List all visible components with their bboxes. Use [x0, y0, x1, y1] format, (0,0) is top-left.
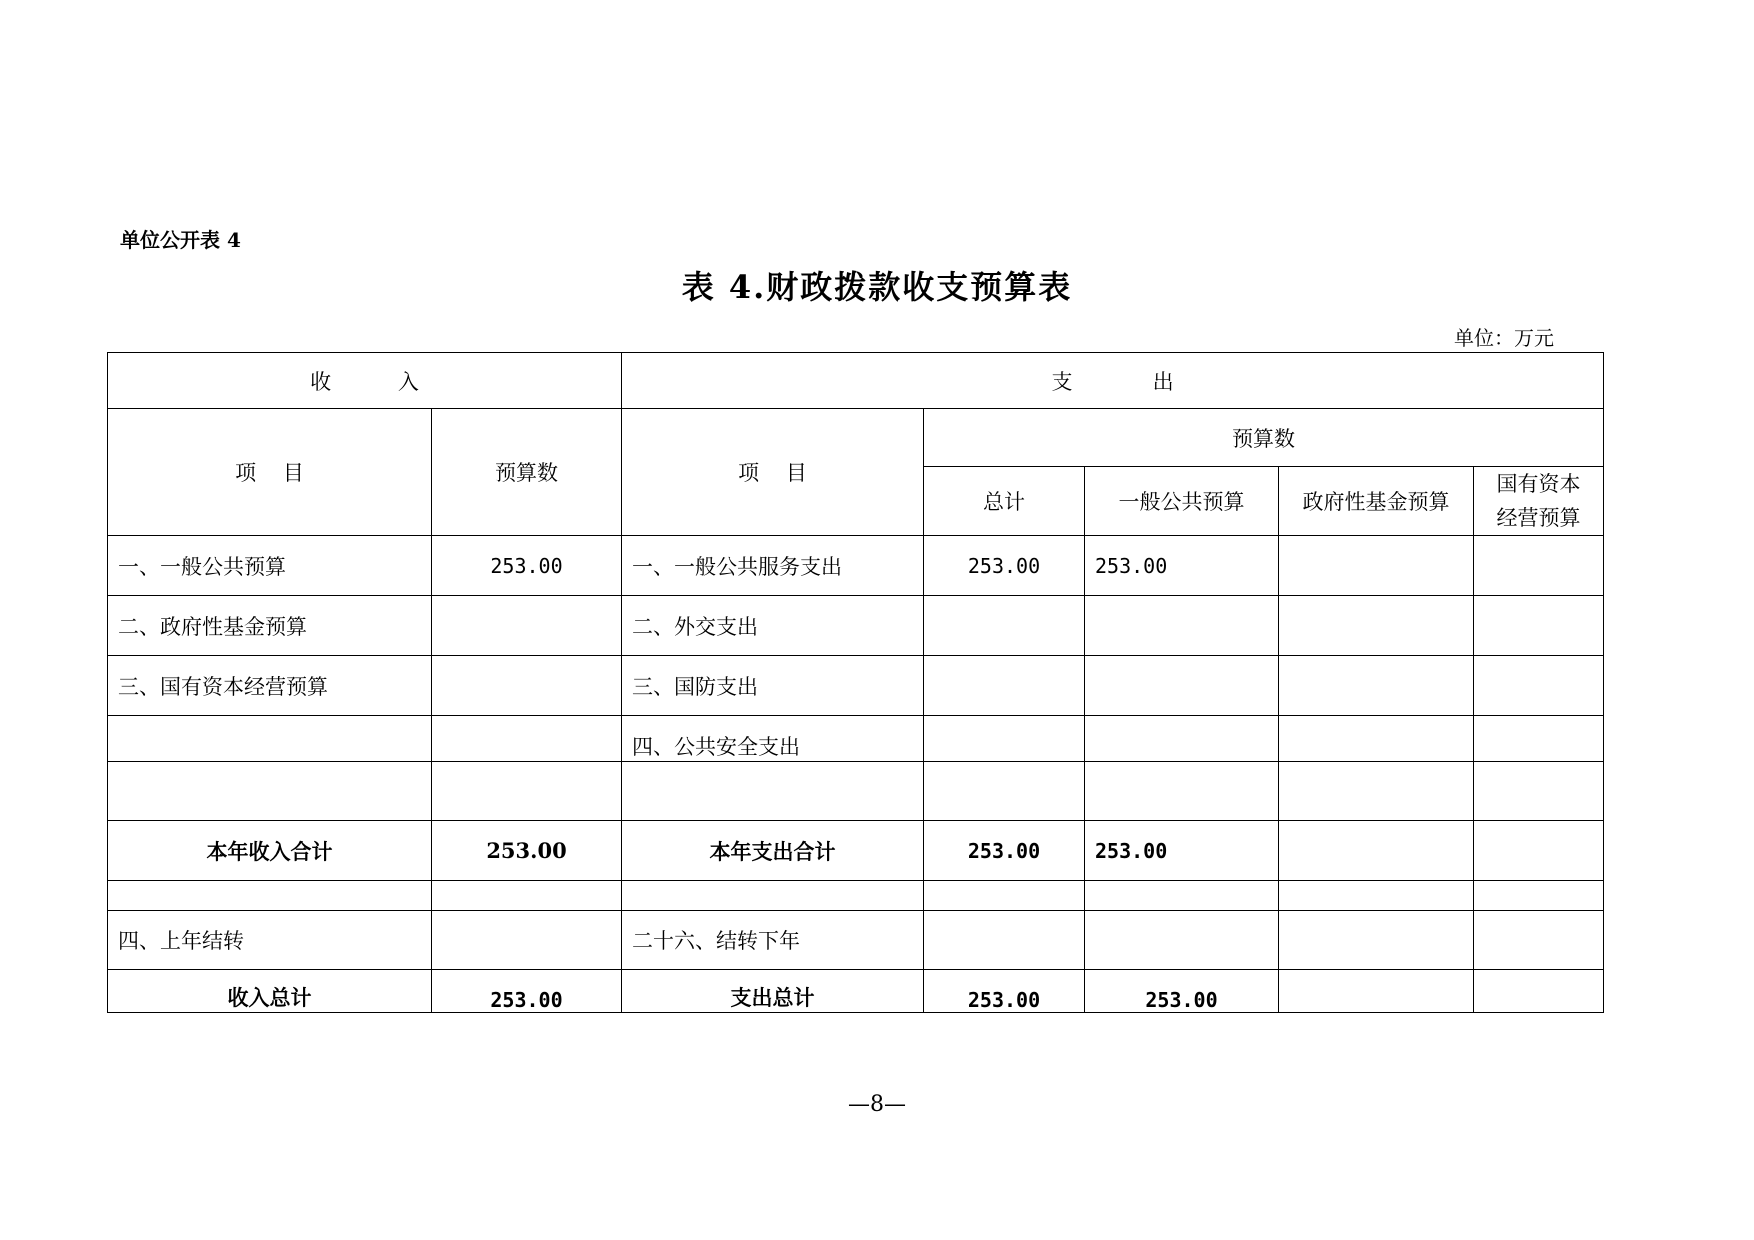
expense-item: 四、公共安全支出 — [622, 716, 924, 762]
year-expense-general: 253.00 — [1085, 821, 1279, 881]
expense-general — [1085, 656, 1279, 716]
expense-item-header: 项 目 — [622, 409, 924, 536]
expense-item: 一、一般公共服务支出 — [622, 536, 924, 596]
expense-fund — [1279, 762, 1474, 821]
expense-capital — [1474, 596, 1604, 656]
income-item: 二、政府性基金预算 — [108, 596, 432, 656]
expense-general: 253.00 — [1085, 536, 1279, 596]
income-item — [108, 762, 432, 821]
expense-fund — [1279, 536, 1474, 596]
year-expense-total: 253.00 — [924, 821, 1085, 881]
income-item — [108, 716, 432, 762]
unit-note: 单位：万元 — [1454, 326, 1554, 350]
expense-total — [924, 596, 1085, 656]
expense-fund — [1279, 716, 1474, 762]
table-row — [108, 762, 1604, 821]
expense-total — [924, 656, 1085, 716]
income-amount — [432, 716, 622, 762]
table-row — [108, 656, 1604, 716]
expense-capital — [1474, 762, 1604, 821]
expense-capital — [1474, 656, 1604, 716]
general-public-header: 一般公共预算 — [1085, 467, 1279, 536]
expense-item: 三、国防支出 — [622, 656, 924, 716]
income-grand-total-label: 收入总计 — [108, 970, 432, 1013]
budget-table — [107, 352, 1604, 1013]
income-item-header: 项 目 — [108, 409, 432, 536]
year-expense-capital — [1474, 821, 1604, 881]
state-capital-header: 国有资本经营预算 — [1474, 467, 1604, 536]
year-income-total-amount: 253.00 — [432, 821, 622, 881]
income-amount: 253.00 — [432, 536, 622, 596]
expense-fund — [1279, 596, 1474, 656]
expense-item — [622, 762, 924, 821]
spacer-row — [108, 881, 1604, 911]
income-header: 收 入 — [108, 353, 622, 409]
expense-total: 253.00 — [924, 536, 1085, 596]
document-label: 单位公开表 4 — [120, 228, 241, 252]
expense-general — [1085, 596, 1279, 656]
expense-general — [1085, 716, 1279, 762]
column-header-row-1 — [108, 409, 1604, 467]
expense-grand-total-label: 支出总计 — [622, 970, 924, 1013]
prior-year-carry-amount — [432, 911, 622, 970]
income-amount — [432, 762, 622, 821]
expense-capital — [1474, 716, 1604, 762]
table-row — [108, 716, 1604, 762]
year-total-row — [108, 821, 1604, 881]
grand-total-row — [108, 970, 1604, 1013]
table-row — [108, 596, 1604, 656]
carry-row — [108, 911, 1604, 970]
expense-grand-general: 253.00 — [1085, 970, 1279, 1013]
year-expense-total-label: 本年支出合计 — [622, 821, 924, 881]
expense-capital — [1474, 536, 1604, 596]
year-income-total-label: 本年收入合计 — [108, 821, 432, 881]
page-number: —8— — [848, 1092, 906, 1117]
income-item: 一、一般公共预算 — [108, 536, 432, 596]
income-item: 三、国有资本经营预算 — [108, 656, 432, 716]
expense-item: 二、外交支出 — [622, 596, 924, 656]
income-amount — [432, 596, 622, 656]
expense-general — [1085, 762, 1279, 821]
income-amount — [432, 656, 622, 716]
income-grand-total-amount: 253.00 — [432, 970, 622, 1013]
table-row — [108, 536, 1604, 596]
gov-fund-header: 政府性基金预算 — [1279, 467, 1474, 536]
next-year-carry-label: 二十六、结转下年 — [622, 911, 924, 970]
expense-budget-header: 预算数 — [924, 409, 1604, 467]
expense-fund — [1279, 656, 1474, 716]
expense-total — [924, 762, 1085, 821]
expense-header: 支 出 — [622, 353, 1604, 409]
page-title: 表 4.财政拨款收支预算表 — [681, 268, 1073, 306]
section-header-row — [108, 353, 1604, 409]
total-header: 总计 — [924, 467, 1085, 536]
expense-total — [924, 716, 1085, 762]
expense-grand-total: 253.00 — [924, 970, 1085, 1013]
income-budget-header: 预算数 — [432, 409, 622, 536]
prior-year-carry-label: 四、上年结转 — [108, 911, 432, 970]
year-expense-fund — [1279, 821, 1474, 881]
